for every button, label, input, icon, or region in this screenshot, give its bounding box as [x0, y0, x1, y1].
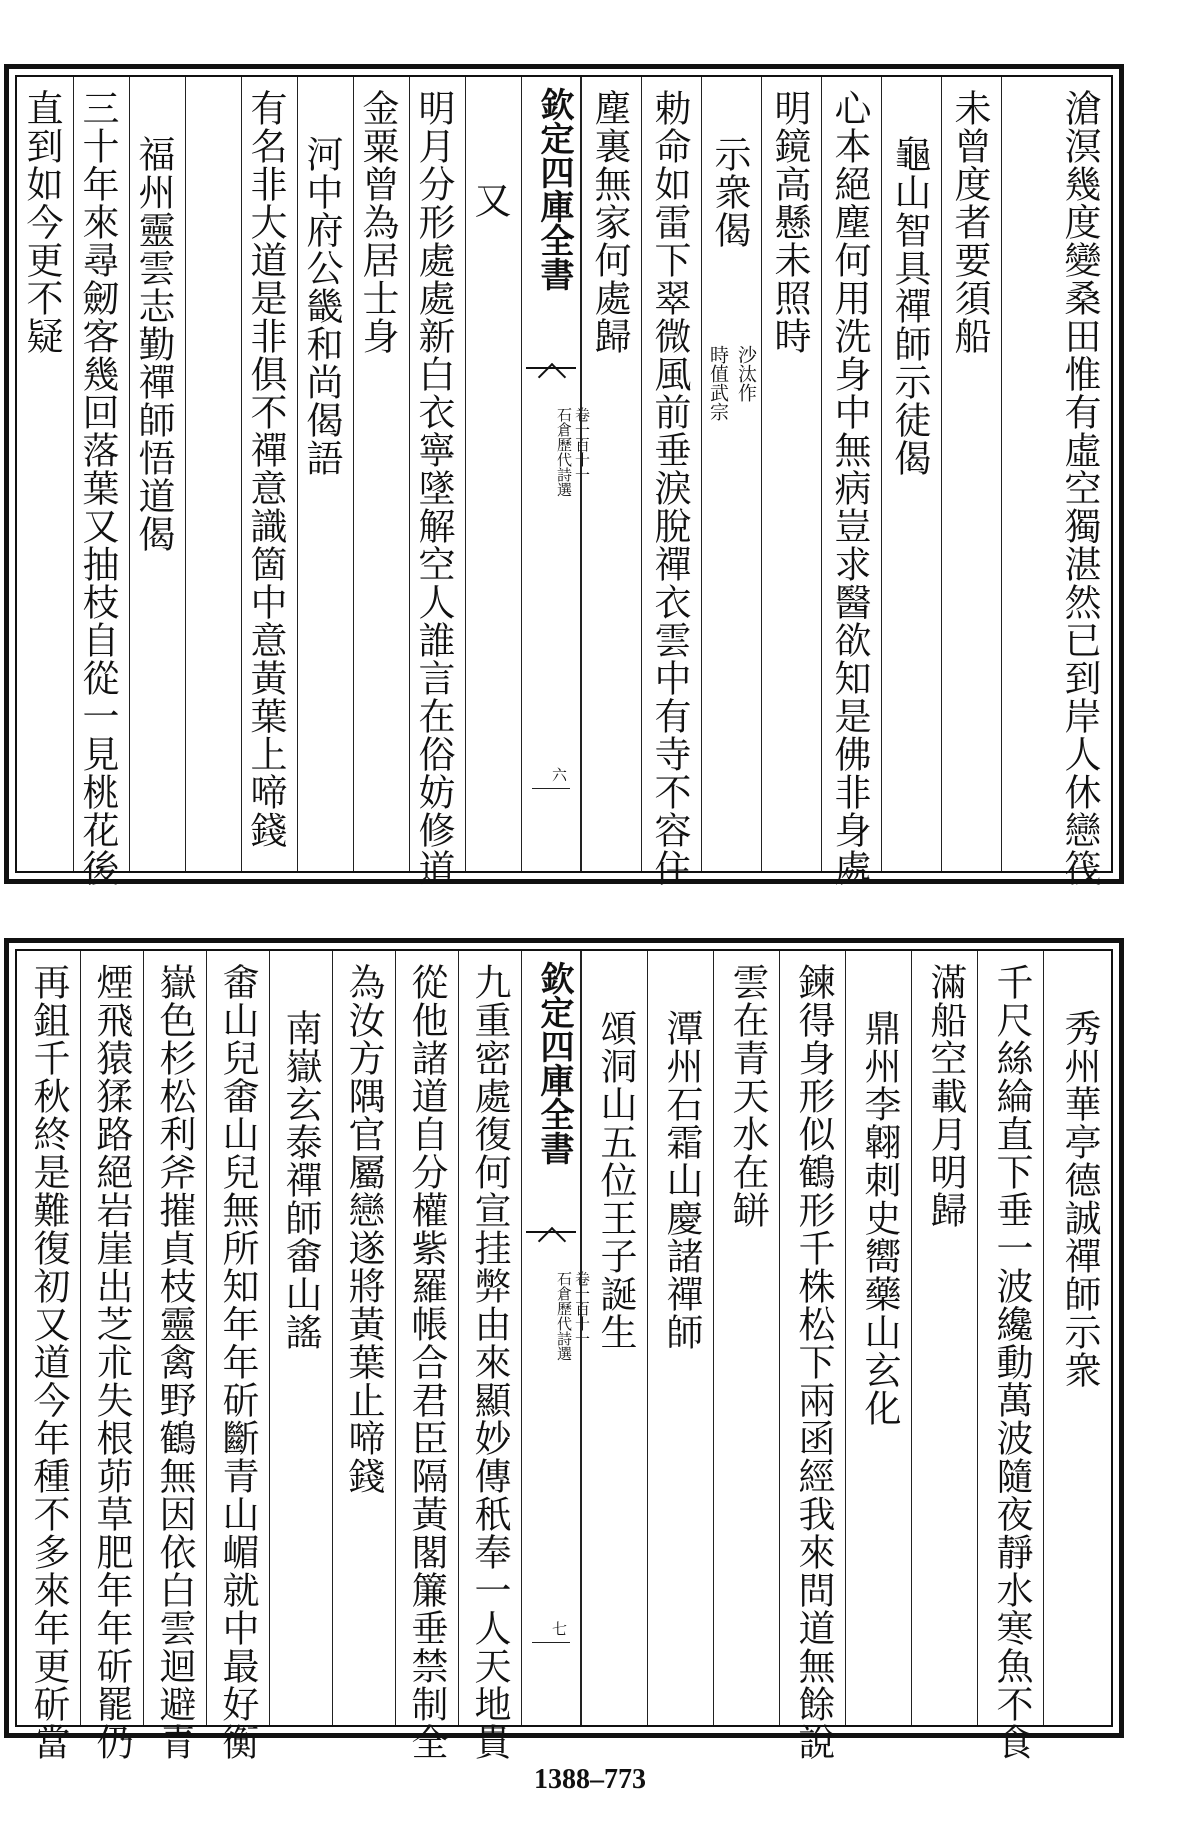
column-text: 又: [468, 181, 511, 219]
annotation-line: 時值武宗: [707, 345, 729, 421]
top-page: [4, 64, 1124, 887]
text-column: [911, 951, 977, 1725]
text-column: [977, 951, 1043, 1761]
fish-tail-mark: [526, 1231, 576, 1255]
text-column: [129, 77, 185, 871]
column-text: 塵裏無家何處歸: [588, 89, 631, 355]
column-text: 示衆偈: [708, 135, 751, 249]
column-text: 心本絕塵何用洗身中無病豈求醫欲知是佛非身處: [828, 89, 871, 887]
column-text: 未曾度者要須船: [948, 89, 991, 355]
text-column: [1001, 77, 1111, 887]
text-column: [941, 77, 1001, 871]
column-text: 福州靈雲志勤禪師悟道偈: [132, 135, 175, 553]
text-column: [458, 951, 521, 1761]
text-column: [143, 951, 206, 1761]
running-head: 欽定四庫全書: [534, 87, 574, 291]
column-text: 為汝方隅官屬戀遂將黃葉止啼錢: [342, 963, 385, 1495]
text-column: [17, 951, 80, 1761]
bottom-page: [4, 938, 1124, 1761]
text-column: [647, 951, 713, 1725]
center-strip: [521, 951, 591, 1725]
column-text: 鍊得身形似鶴形千株松下兩函經我來問道無餘說: [792, 963, 835, 1761]
column-text: 滿船空載月明歸: [924, 963, 967, 1229]
column-text: 雲在青天水在缾: [726, 963, 769, 1229]
fish-tail-mark: [526, 367, 576, 391]
column-text: 潭州石霜山慶諸禪師: [660, 1009, 703, 1351]
column-text: 明鏡高懸未照時: [768, 89, 811, 355]
column-text: 嶽色杉松利斧摧貞枝靈禽野鶴無因依白雲迴避青: [153, 963, 196, 1761]
column-text: 三十年來尋劒客幾回落葉又抽枝自從一見桃花後: [76, 89, 119, 887]
text-column: [701, 77, 761, 871]
column-text: 畬山兒畬山兒無所知年年斫斷青山嵋就中最好衡: [216, 963, 259, 1761]
column-text: 金粟曾為居士身: [356, 89, 399, 355]
column-text: 煙飛猿猱路絕岩崖出芝朮失根茆草肥年年斫罷仍: [90, 963, 133, 1761]
annotation: [674, 345, 759, 402]
column-text: 龜山智具禪師示徒偈: [888, 135, 931, 477]
bottom-page-frame: [15, 949, 1113, 1761]
column-text: 有名非大道是非俱不禪意識箇中意黃葉上啼錢: [244, 89, 287, 849]
page-footer-number: 1388–773: [534, 1764, 646, 1795]
text-column: [269, 951, 332, 1725]
page-number: 七: [532, 1621, 570, 1643]
book-title: 石倉歷代詩選: [555, 407, 573, 497]
column-text: 直到如今更不疑: [20, 89, 63, 355]
text-column: [581, 77, 641, 871]
page-number: 六: [532, 767, 570, 789]
annotation-line: 沙汰作: [735, 345, 757, 402]
text-column: [761, 77, 821, 871]
text-column: [641, 77, 701, 887]
text-column: [845, 951, 911, 1725]
text-column: [779, 951, 845, 1761]
book-title: 石倉歷代詩選: [555, 1271, 573, 1361]
column-text: 勅命如雷下翠微風前垂淚脫禪衣雲中有寺不容住: [648, 89, 691, 887]
column-text: 秀州華亭德誠禪師示衆: [1058, 1009, 1101, 1389]
column-text: 頌洞山五位王子誕生: [594, 1009, 637, 1351]
text-column: [881, 77, 941, 871]
column-text: 九重密處復何宣挂弊由來顯妙傳秖奉一人天地貴: [468, 963, 511, 1761]
column-text: 河中府公畿和尚偈語: [300, 135, 343, 477]
text-column: [465, 77, 521, 871]
column-text: 鼎州李翺刺史嚮藥山玄化: [858, 1009, 901, 1427]
volume-label: 卷一百十一: [573, 1271, 591, 1346]
running-head: 欽定四庫全書: [534, 961, 574, 1165]
column-text: 千尺絲綸直下垂一波纔動萬波隨夜靜水寒魚不食: [990, 963, 1033, 1761]
text-column: [332, 951, 395, 1725]
text-column: [206, 951, 269, 1761]
text-column: [1043, 951, 1111, 1725]
text-column: [581, 951, 647, 1725]
column-text: 滄溟幾度變桑田惟有虛空獨湛然已到岸人休戀筏: [1058, 89, 1101, 887]
volume-label: 卷一百十一: [573, 407, 591, 482]
text-column: [80, 951, 143, 1761]
text-column: [821, 77, 881, 887]
column-text: 明月分形處處新白衣寧墜解空人誰言在俗妨修道: [412, 89, 455, 887]
column-text: 南嶽玄泰禪師畬山謠: [279, 1009, 322, 1351]
center-strip: [521, 77, 591, 871]
top-page-frame: [15, 75, 1113, 887]
column-text: 再鉏千秋終是難復初又道今年種不多來年更斫當: [27, 963, 70, 1761]
column-text: 從他諸道自分權紫羅帳合君臣隔黃閣簾垂禁制全: [405, 963, 448, 1761]
text-column: [713, 951, 779, 1725]
text-column: [395, 951, 458, 1761]
